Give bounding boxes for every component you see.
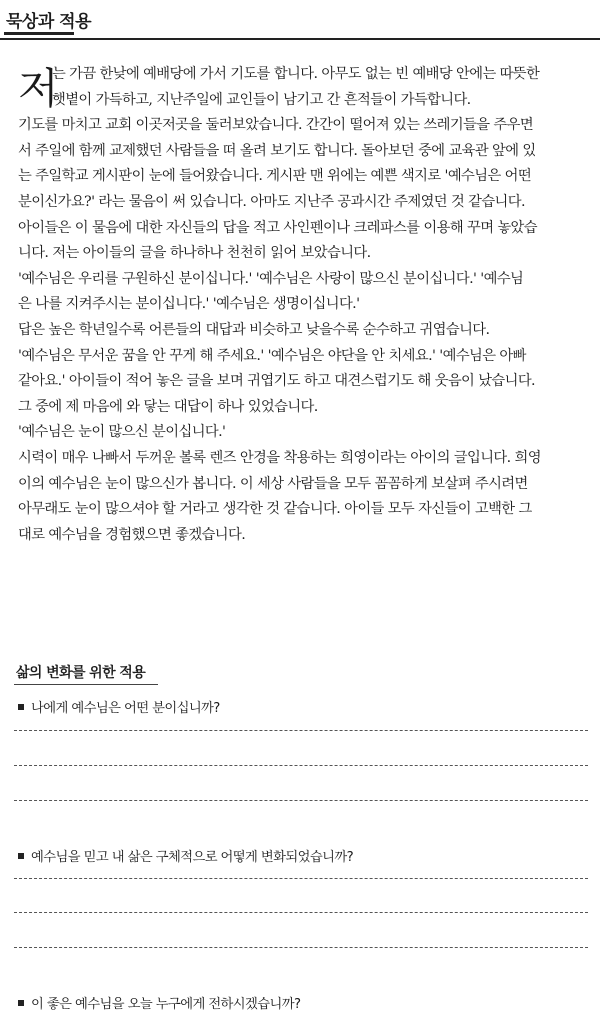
answer-line[interactable]	[14, 878, 588, 879]
body-line: '예수님은 무서운 꿈을 안 꾸게 해 주세요.' '예수님은 야단을 안 치세요.' '예수님은 아빠	[18, 347, 526, 364]
question-text: 이 좋은 예수님을 오늘 누구에게 전하시겠습니까?	[31, 997, 301, 1012]
page-header	[0, 0, 600, 40]
body-line: 기도를 마치고 교회 이곳저곳을 둘러보았습니다. 간간이 떨어져 있는 쓰레기들을 주우면	[18, 117, 534, 134]
question-2	[18, 846, 353, 865]
answer-line[interactable]	[14, 947, 588, 948]
body-line: 서 주일에 함께 교제했던 사람들을 떠 올려 보기도 합니다. 돌아보던 중에 교육관 앞에 있	[18, 142, 536, 159]
body-line: 대로 예수님을 경험했으면 좋겠습니다.	[18, 526, 246, 543]
question-text: 나에게 예수님은 어떤 분이십니까?	[31, 701, 220, 716]
square-bullet-icon	[18, 853, 24, 859]
question-1	[18, 697, 220, 716]
body-line: 은 나를 지켜주시는 분이십니다.' '예수님은 생명이십니다.'	[18, 296, 360, 313]
body-line: 그 중에 제 마음에 와 닿는 대답이 하나 있었습니다.	[18, 398, 318, 415]
body-line: 아이들은 이 물음에 대한 자신들의 답을 적고 사인펜이나 크레파스를 이용해 꾸며 놓았습	[18, 219, 537, 236]
body-line: 답은 높은 학년일수록 어른들의 대답과 비슷하고 낮을수록 순수하고 귀엽습니다.	[18, 321, 490, 338]
square-bullet-icon	[18, 1000, 24, 1006]
body-line: 같아요.' 아이들이 적어 놓은 글을 보며 귀엽기도 하고 대견스럽기도 해 웃음이 났습니다.	[18, 373, 535, 390]
answer-line[interactable]	[14, 730, 588, 731]
body-line: 는 가끔 한낮에 예배당에 가서 기도를 합니다. 아무도 없는 빈 예배당 안에는 따뜻한	[52, 66, 540, 82]
answer-line[interactable]	[14, 912, 588, 913]
drop-cap: 저	[18, 64, 58, 113]
application-heading: 삶의 변화를 위한 적용	[16, 665, 146, 681]
square-bullet-icon	[18, 704, 24, 710]
body-line: 시력이 매우 나빠서 두꺼운 볼록 렌즈 안경을 착용하는 희영이라는 아이의 글입니다. 희영	[18, 449, 541, 466]
body-line: 분이신가요?' 라는 물음이 써 있습니다. 아마도 지난주 공과시간 주제였던 것 같습니다.	[18, 193, 525, 210]
body-line: 햇볕이 가득하고, 지난주일에 교인들이 남기고 간 흔적들이 가득합니다.	[52, 91, 471, 108]
title-underline	[4, 32, 74, 35]
page-title: 묵상과 적용	[6, 12, 92, 32]
heading-rule	[14, 684, 158, 685]
answer-line[interactable]	[14, 765, 588, 766]
body-line: 아무래도 눈이 많으셔야 할 거라고 생각한 것 같습니다. 아이들 모두 자신들이 고백한 그	[18, 501, 532, 518]
question-3	[18, 993, 301, 1012]
body-line: '예수님은 눈이 많으신 분이십니다.'	[18, 424, 226, 441]
answer-line[interactable]	[14, 800, 588, 801]
body-line: '예수님은 우리를 구원하신 분이십니다.' '예수님은 사랑이 많으신 분이십니다.' '예수님	[18, 270, 524, 287]
question-text: 예수님을 믿고 내 삶은 구체적으로 어떻게 변화되었습니까?	[31, 850, 354, 865]
body-line: 니다. 저는 아이들의 글을 하나하나 천천히 읽어 보았습니다.	[18, 245, 371, 262]
body-line: 이의 예수님은 눈이 많으신가 봅니다. 이 세상 사람들을 모두 꼼꼼하게 보살펴 주시려면	[18, 475, 528, 492]
body-line: 는 주일학교 게시판이 눈에 들어왔습니다. 게시판 맨 위에는 예쁜 색지로 '예수님은 어떤	[18, 168, 532, 185]
devotion-body	[18, 62, 594, 548]
